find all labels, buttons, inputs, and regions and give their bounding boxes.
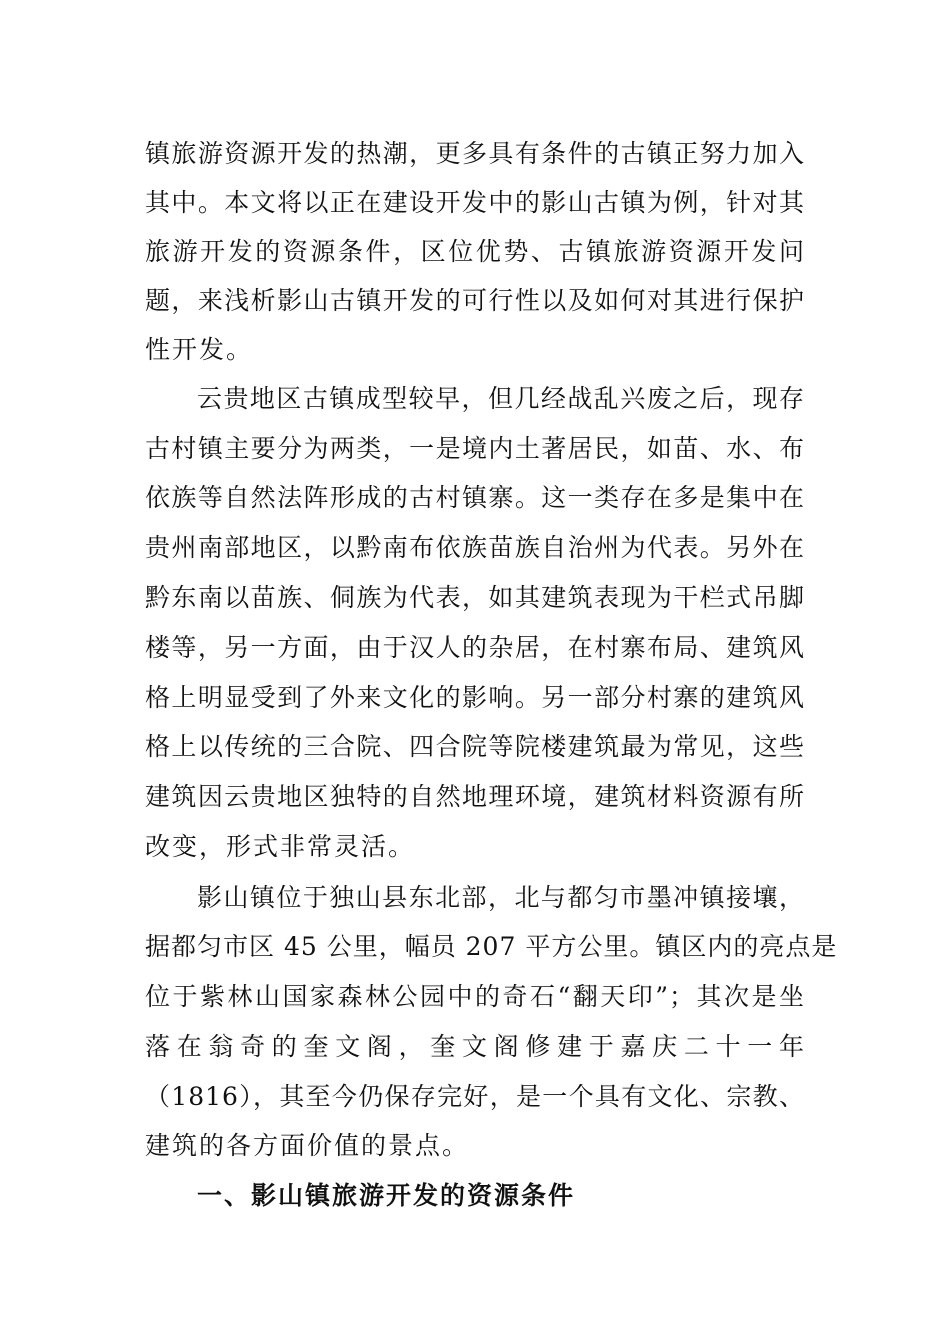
- section-heading: 一、影山镇旅游开发的资源条件: [197, 1181, 576, 1210]
- paragraph-3-line-2: 据都匀市区 45 公里，幅员 207 平方公里。镇区内的亮点是: [145, 932, 838, 961]
- paragraph-3-line-5: （1816），其至今仍保存完好，是一个具有文化、宗教、: [145, 1082, 805, 1111]
- paragraph-1-line-3: 旅游开发的资源条件，区位优势、古镇旅游资源开发问: [145, 237, 805, 266]
- paragraph-1-line-2: 其中。本文将以正在建设开发中的影山古镇为例，针对其: [145, 188, 805, 217]
- paragraph-1-line-4: 题，来浅析影山古镇开发的可行性以及如何对其进行保护: [145, 286, 805, 315]
- paragraph-3-line-1: 影山镇位于独山县东北部，北与都匀市墨冲镇接壤，: [197, 883, 805, 912]
- paragraph-1-line-5: 性开发。: [145, 335, 254, 364]
- paragraph-2-line-7: 格上明显受到了外来文化的影响。另一部分村寨的建筑风: [145, 683, 805, 712]
- paragraph-2-line-2: 古村镇主要分为两类，一是境内土著居民，如苗、水、布: [145, 434, 805, 463]
- paragraph-3-line-3: 位于紫林山国家森林公园中的奇石“翻天印”；其次是坐: [145, 982, 805, 1011]
- paragraph-2-line-1: 云贵地区古镇成型较早，但几经战乱兴废之后，现存: [197, 384, 805, 413]
- paragraph-1-line-1: 镇旅游资源开发的热潮，更多具有条件的古镇正努力加入: [145, 139, 805, 168]
- paragraph-2-line-6: 楼等，另一方面，由于汉人的杂居，在村寨布局、建筑风: [145, 633, 805, 662]
- paragraph-2-line-8: 格上以传统的三合院、四合院等院楼建筑最为常见，这些: [145, 732, 805, 761]
- paragraph-2-line-3: 依族等自然法阵形成的古村镇寨。这一类存在多是集中在: [145, 483, 805, 512]
- paragraph-2-line-10: 改变，形式非常灵活。: [145, 832, 416, 861]
- paragraph-2-line-4: 贵州南部地区，以黔南布依族苗族自治州为代表。另外在: [145, 533, 805, 562]
- paragraph-3-line-6: 建筑的各方面价值的景点。: [145, 1131, 470, 1160]
- paragraph-2-line-5: 黔东南以苗族、侗族为代表，如其建筑表现为干栏式吊脚: [145, 583, 805, 612]
- paragraph-2-line-9: 建筑因云贵地区独特的自然地理环境，建筑材料资源有所: [145, 782, 805, 811]
- paragraph-3-line-4: 落在翁奇的奎文阁，奎文阁修建于嘉庆二十一年: [145, 1032, 805, 1061]
